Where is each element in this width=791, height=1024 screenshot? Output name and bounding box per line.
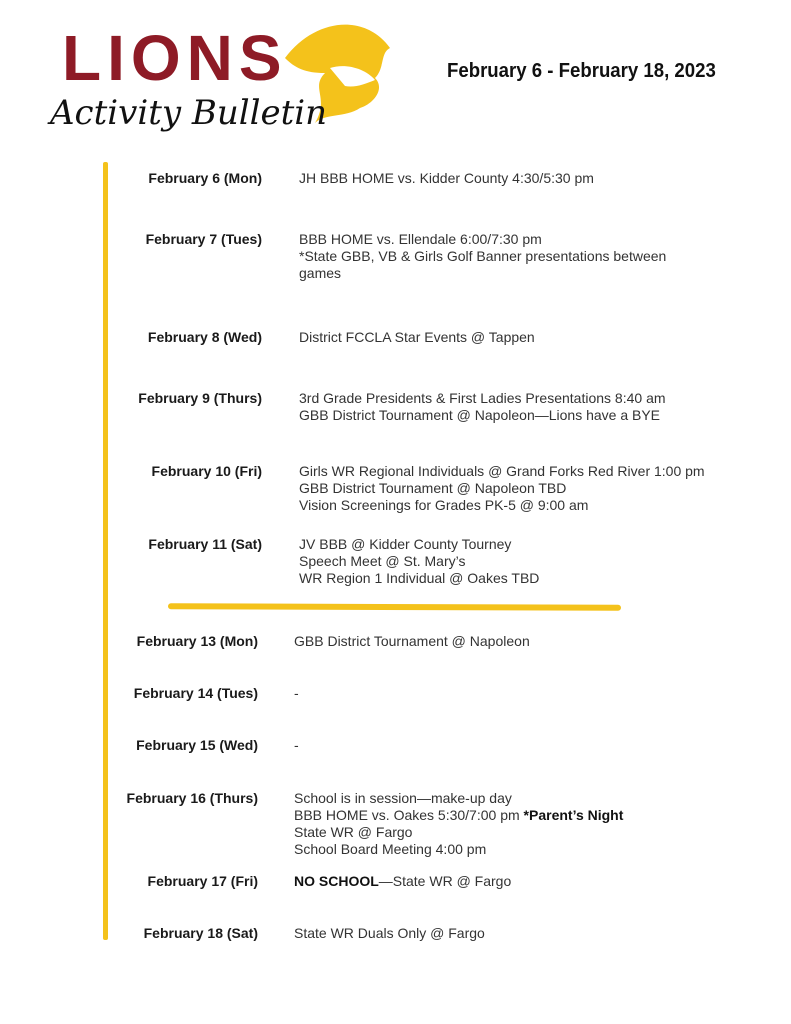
event-line	[299, 463, 705, 480]
event-text: District FCCLA Star Events @ Tappen	[299, 329, 535, 345]
event-text: JH BBB HOME vs. Kidder County 4:30/5:30 pm	[299, 170, 594, 186]
event-text: 3rd Grade Presidents & First Ladies Presentations 8:40 am	[299, 390, 666, 406]
event-text: -	[294, 685, 299, 701]
event-text: JV BBB @ Kidder County Tourney	[299, 536, 512, 552]
event-text: BBB HOME vs. Oakes 5:30/7:00 pm	[294, 807, 524, 823]
event-list	[294, 925, 485, 942]
event-text: WR Region 1 Individual @ Oakes TBD	[299, 570, 540, 586]
event-line	[299, 536, 539, 553]
event-text: games	[299, 265, 342, 281]
event-text: School is in session—make-up day	[294, 790, 512, 806]
event-line	[299, 480, 705, 497]
event-text: State WR Duals Only @ Fargo	[294, 925, 485, 941]
event-list	[294, 873, 511, 890]
event-text: *State GBB, VB & Girls Golf Banner presentations between	[299, 248, 667, 264]
event-date: February 7 (Tues)	[145, 231, 262, 247]
event-line	[299, 553, 539, 570]
event-date: February 10 (Fri)	[151, 463, 262, 479]
event-text: State WR @ Fargo	[294, 824, 413, 840]
event-list	[294, 737, 299, 754]
event-text: Speech Meet @ St. Mary’s	[299, 553, 466, 569]
event-line	[299, 570, 539, 587]
event-date: February 11 (Sat)	[148, 536, 262, 552]
event-text: GBB District Tournament @ Napoleon TBD	[299, 480, 567, 496]
event-list	[299, 231, 666, 282]
event-highlight: NO SCHOOL	[294, 873, 379, 889]
event-text: GBB District Tournament @ Napoleon—Lions have a BYE	[299, 407, 661, 423]
event-line	[294, 925, 485, 942]
date-range-title: February 6 - February 18, 2023	[447, 60, 716, 82]
event-list	[299, 390, 666, 424]
vertical-divider	[103, 162, 108, 940]
logo-subtitle: Activity Bulletin	[50, 93, 328, 133]
event-line	[299, 329, 535, 346]
event-list	[299, 536, 539, 587]
event-line	[294, 685, 299, 702]
event-line	[294, 824, 623, 841]
event-list	[294, 633, 530, 650]
event-line	[294, 633, 530, 650]
event-line	[299, 407, 666, 424]
event-list	[299, 463, 705, 514]
event-line	[299, 265, 666, 282]
event-date: February 14 (Tues)	[133, 685, 258, 701]
event-highlight: *Parent’s Night	[523, 807, 624, 823]
event-line	[294, 807, 623, 824]
event-list	[294, 685, 299, 702]
event-date: February 6 (Mon)	[148, 170, 262, 186]
event-date: February 13 (Mon)	[136, 633, 258, 649]
event-line	[294, 873, 511, 890]
event-text: School Board Meeting 4:00 pm	[294, 841, 487, 857]
event-list	[299, 170, 594, 187]
event-line	[299, 231, 666, 248]
event-date: February 8 (Wed)	[147, 329, 262, 345]
event-date: February 18 (Sat)	[143, 925, 258, 941]
event-line	[294, 841, 623, 858]
event-line	[299, 170, 594, 187]
event-date: February 17 (Fri)	[147, 873, 258, 889]
event-line	[299, 248, 666, 265]
event-text: GBB District Tournament @ Napoleon	[294, 633, 530, 649]
event-line	[294, 790, 623, 807]
event-text: —State WR @ Fargo	[378, 873, 512, 889]
event-text: BBB HOME vs. Ellendale 6:00/7:30 pm	[299, 231, 542, 247]
event-line	[299, 497, 705, 514]
event-date: February 9 (Thurs)	[138, 390, 262, 406]
logo-text: LIONS	[62, 22, 288, 94]
event-date: February 16 (Thurs)	[126, 790, 258, 806]
event-text: Girls WR Regional Individuals @ Grand Forks Red River 1:00 pm	[299, 463, 705, 479]
event-list	[299, 329, 535, 346]
event-list	[294, 790, 623, 858]
lions-logo	[50, 18, 395, 138]
event-line	[299, 390, 666, 407]
event-date: February 15 (Wed)	[136, 737, 258, 753]
event-text: -	[294, 737, 299, 753]
event-line	[294, 737, 299, 754]
week-divider	[168, 603, 621, 611]
event-text: Vision Screenings for Grades PK-5 @ 9:00 am	[299, 497, 589, 513]
